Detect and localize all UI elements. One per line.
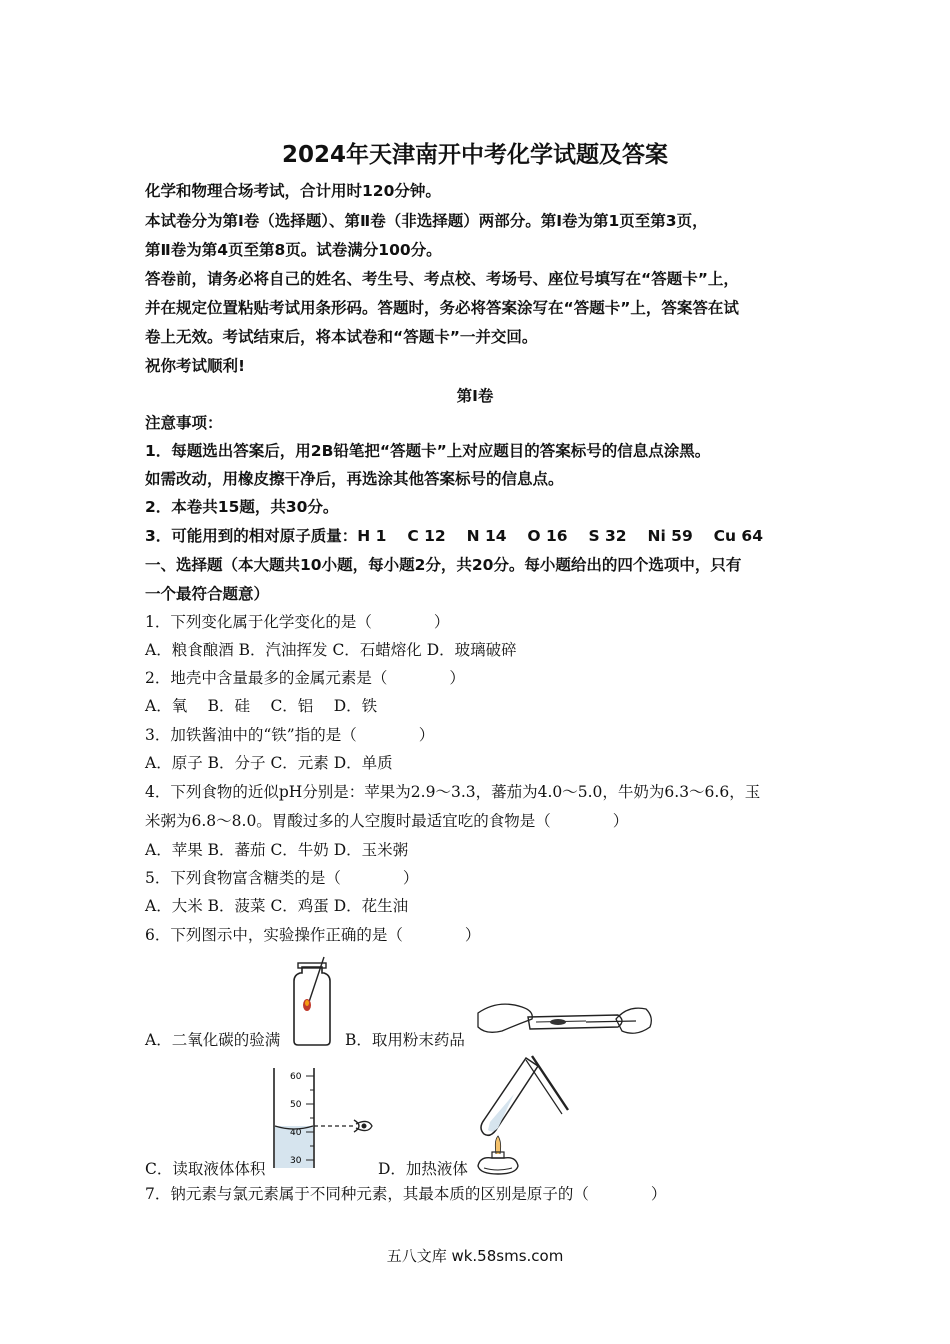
powder-sampling-figure xyxy=(476,995,656,1053)
q6-option-a: A．二氧化碳的验满 xyxy=(145,1031,281,1049)
scale-label-50: 50 xyxy=(290,1100,302,1110)
question-5-options: A．大米 B．菠菜 C．鸡蛋 D．花生油 xyxy=(145,897,409,915)
page-title: 2024年天津南开中考化学试题及答案 xyxy=(281,142,668,168)
question-1-options: A．粮食酿酒 B．汽油挥发 C．石蜡熔化 D．玻璃破碎 xyxy=(145,641,517,659)
section-heading-1: 一、选择题（本大题共10小题，每小题2分，共20分。每小题给出的四个选项中，只有 xyxy=(145,556,742,574)
q6-option-b: B．取用粉末药品 xyxy=(345,1031,465,1049)
note-line-3: 2．本卷共15题，共30分。 xyxy=(145,498,339,516)
q6-option-c: C．读取液体体积 xyxy=(145,1160,266,1178)
question-2-options: A．氧 B．硅 C．铝 D．铁 xyxy=(145,697,378,715)
question-4-options: A．苹果 B．蕃茄 C．牛奶 D．玉米粥 xyxy=(145,841,409,859)
footer-watermark: 五八文库 wk.58sms.com xyxy=(386,1247,564,1265)
scale-label-40: 40 xyxy=(290,1128,302,1138)
scale-label-30: 30 xyxy=(290,1156,302,1166)
intro-line-1: 化学和物理合场考试，合计用时120分钟。 xyxy=(145,182,441,200)
intro-line-6: 卷上无效。考试结束后，将本试卷和“答题卡”一并交回。 xyxy=(145,328,538,346)
note-line-2: 如需改动，用橡皮擦干净后，再选涂其他答案标号的信息点。 xyxy=(145,470,564,488)
question-2: 2．地壳中含量最多的金属元素是（ ） xyxy=(145,669,465,687)
intro-line-7: 祝你考试顺利! xyxy=(145,357,246,375)
co2-full-test-figure xyxy=(286,955,338,1047)
intro-line-5: 并在规定位置粘贴考试用条形码。答题时，务必将答案涂写在“答题卡”上，答案答在试 xyxy=(145,299,739,317)
note-line-4: 3．可能用到的相对原子质量：H 1 C 12 N 14 O 16 S 32 Ni 59 Cu 64 xyxy=(145,527,763,545)
question-7: 7．钠元素与氯元素属于不同种元素，其最本质的区别是原子的（ ） xyxy=(145,1185,667,1203)
note-line-1: 1．每题选出答案后，用2B铅笔把“答题卡”上对应题目的答案标号的信息点涂黑。 xyxy=(145,442,711,460)
question-4-line-2: 米粥为6.8～8.0。胃酸过多的人空腹时最适宜吃的食物是（ ） xyxy=(145,812,629,830)
heating-liquid-figure xyxy=(470,1054,580,1176)
intro-line-3: 第Ⅱ卷为第4页至第8页。试卷满分100分。 xyxy=(145,241,442,259)
question-5: 5．下列食物富含糖类的是（ ） xyxy=(145,869,419,887)
notes-heading: 注意事项： xyxy=(145,414,223,432)
question-3: 3．加铁酱油中的“铁”指的是（ ） xyxy=(145,726,435,744)
question-6: 6．下列图示中，实验操作正确的是（ ） xyxy=(145,926,481,944)
intro-line-2: 本试卷分为第Ⅰ卷（选择题）、第Ⅱ卷（非选择题）两部分。第Ⅰ卷为第1页至第3页， xyxy=(145,212,708,230)
question-3-options: A．原子 B．分子 C．元素 D．单质 xyxy=(145,754,393,772)
graduated-cylinder-figure xyxy=(268,1064,376,1172)
intro-line-4: 答卷前，请务必将自己的姓名、考生号、考点校、考场号、座位号填写在“答题卡”上， xyxy=(145,270,739,288)
volume-title: 第Ⅰ卷 xyxy=(456,387,494,405)
question-4-line-1: 4．下列食物的近似pH分别是：苹果为2.9～3.3，蕃茄为4.0～5.0，牛奶为6.3～6.6，玉 xyxy=(145,783,761,801)
question-1: 1．下列变化属于化学变化的是（ ） xyxy=(145,613,450,631)
q6-option-d: D．加热液体 xyxy=(378,1160,468,1178)
section-heading-2: 一个最符合题意） xyxy=(145,585,270,603)
scale-label-60: 60 xyxy=(290,1072,302,1082)
